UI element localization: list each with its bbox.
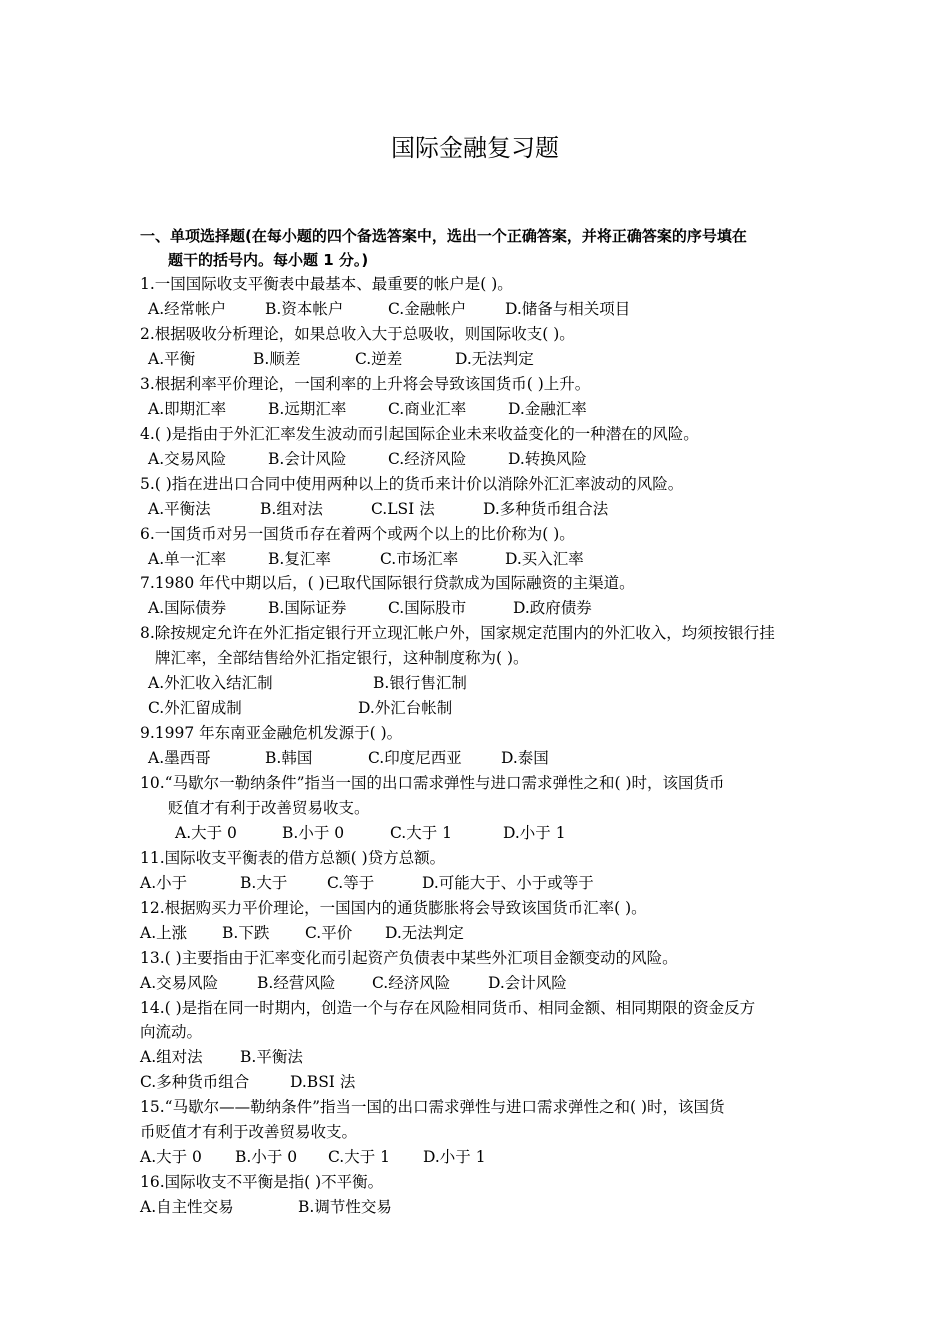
option-d: D.会计风险 — [488, 974, 567, 992]
option-a: A.单一汇率 — [148, 550, 227, 568]
option-c: C.逆差 — [355, 350, 403, 368]
question-11-options — [140, 872, 840, 894]
option-a: A.小于 — [140, 874, 188, 892]
question-2-text: 2.根据吸收分析理论，如果总收入大于总吸收，则国际收支( )。 — [140, 325, 575, 343]
option-a: A.大于 0 — [175, 824, 237, 842]
option-b: B.小于 0 — [282, 824, 345, 842]
option-c: C.商业汇率 — [388, 400, 467, 418]
question-16-options — [140, 1196, 840, 1218]
section-heading-line-1: 一、单项选择题(在每小题的四个备选答案中，选出一个正确答案，并将正确答案的序号填在 — [140, 227, 747, 245]
option-a: A.国际债券 — [148, 599, 227, 617]
option-a: A.墨西哥 — [148, 749, 211, 767]
option-c: C.外汇留成制 — [148, 699, 242, 717]
option-d: D.外汇台帐制 — [358, 699, 453, 717]
option-b: B.韩国 — [265, 749, 313, 767]
option-c: C.市场汇率 — [380, 550, 459, 568]
option-b: B.下跌 — [222, 924, 270, 942]
option-c: C.大于 1 — [328, 1148, 391, 1166]
option-a: A.平衡 — [148, 350, 196, 368]
option-b: B.远期汇率 — [268, 400, 347, 418]
option-a: A.大于 0 — [140, 1148, 202, 1166]
question-6-options — [148, 548, 848, 570]
question-14-text-line-2: 向流动。 — [140, 1023, 203, 1041]
question-7-options — [148, 597, 848, 619]
option-d: D.泰国 — [501, 749, 549, 767]
option-a: A.外汇收入结汇制 — [148, 674, 273, 692]
option-d: D.金融汇率 — [508, 400, 587, 418]
option-b: B.国际证券 — [268, 599, 347, 617]
option-c: C.等于 — [327, 874, 375, 892]
option-d: D.BSI 法 — [290, 1073, 356, 1091]
question-15-options — [140, 1146, 840, 1168]
option-d: D.买入汇率 — [505, 550, 584, 568]
question-9-text: 9.1997 年东南亚金融危机发源于( )。 — [140, 724, 403, 742]
question-8-options-row-2 — [148, 697, 848, 719]
question-6-text: 6.一国货币对另一国货币存在着两个或两个以上的比价称为( )。 — [140, 525, 575, 543]
question-1-options — [148, 298, 848, 320]
option-d: D.政府债券 — [513, 599, 592, 617]
question-13-options — [140, 972, 840, 994]
question-13-text: 13.( )主要指由于汇率变化而引起资产负债表中某些外汇项目金额变动的风险。 — [140, 949, 678, 967]
option-a: A.组对法 — [140, 1048, 203, 1066]
question-4-text: 4.( )是指由于外汇汇率发生波动而引起国际企业未来收益变化的一种潜在的风险。 — [140, 425, 699, 443]
question-14-text-line-1: 14.( )是指在同一时期内，创造一个与存在风险相同货币、相同金额、相同期限的资金反方 — [140, 999, 756, 1017]
question-12-text: 12.根据购买力平价理论，一国国内的通货膨胀将会导致该国货币汇率( )。 — [140, 899, 647, 917]
option-c: C.LSI 法 — [371, 500, 435, 518]
option-b: B.小于 0 — [235, 1148, 298, 1166]
option-a: A.自主性交易 — [140, 1198, 234, 1216]
question-3-text: 3.根据利率平价理论，一国利率的上升将会导致该国货币( )上升。 — [140, 375, 591, 393]
question-14-options-row-2 — [140, 1071, 840, 1093]
question-3-options — [148, 398, 848, 420]
option-d: D.储备与相关项目 — [505, 300, 631, 318]
option-a: A.即期汇率 — [148, 400, 227, 418]
option-d: D.小于 1 — [423, 1148, 486, 1166]
option-a: A.交易风险 — [148, 450, 227, 468]
question-15-text-line-2: 币贬值才有利于改善贸易收支。 — [140, 1123, 358, 1141]
option-c: C.经济风险 — [388, 450, 467, 468]
option-b: B.复汇率 — [268, 550, 331, 568]
question-12-options — [140, 922, 840, 944]
option-b: B.会计风险 — [268, 450, 347, 468]
question-10-options — [175, 822, 835, 844]
option-d: D.转换风险 — [508, 450, 587, 468]
option-b: B.平衡法 — [240, 1048, 303, 1066]
page-title: 国际金融复习题 — [391, 134, 559, 162]
option-b: B.调节性交易 — [298, 1198, 392, 1216]
question-11-text: 11.国际收支平衡表的借方总额( )贷方总额。 — [140, 849, 446, 867]
option-b: B.顺差 — [253, 350, 301, 368]
option-d: D.小于 1 — [503, 824, 566, 842]
question-8-text-line-1: 8.除按规定允许在外汇指定银行开立现汇帐户外，国家规定范围内的外汇收入，均须按银行挂 — [140, 624, 775, 642]
question-2-options — [148, 348, 848, 370]
question-8-options-row-1 — [148, 672, 848, 694]
option-c: C.平价 — [305, 924, 353, 942]
question-15-text-line-1: 15.“马歇尔——勒纳条件”指当一国的出口需求弹性与进口需求弹性之和( )时，该国货 — [140, 1098, 725, 1116]
option-c: C.大于 1 — [390, 824, 453, 842]
option-a: A.上涨 — [140, 924, 188, 942]
option-b: B.银行售汇制 — [373, 674, 467, 692]
option-a: A.平衡法 — [148, 500, 211, 518]
option-d: D.多种货币组合法 — [483, 500, 609, 518]
option-b: B.经营风险 — [257, 974, 336, 992]
question-7-text: 7.1980 年代中期以后，( )已取代国际银行贷款成为国际融资的主渠道。 — [140, 574, 635, 592]
question-4-options — [148, 448, 848, 470]
option-c: C.国际股市 — [388, 599, 467, 617]
option-d: D.无法判定 — [385, 924, 464, 942]
option-c: C.金融帐户 — [388, 300, 467, 318]
question-16-text: 16.国际收支不平衡是指( )不平衡。 — [140, 1173, 384, 1191]
option-c: C.多种货币组合 — [140, 1073, 250, 1091]
option-a: A.经常帐户 — [148, 300, 227, 318]
option-b: B.大于 — [240, 874, 288, 892]
question-14-options-row-1 — [140, 1046, 840, 1068]
question-5-text: 5.( )指在进出口合同中使用两种以上的货币来计价以消除外汇汇率波动的风险。 — [140, 475, 684, 493]
option-c: C.印度尼西亚 — [368, 749, 462, 767]
question-9-options — [148, 747, 848, 769]
question-10-text-line-2: 贬值才有利于改善贸易收支。 — [168, 799, 370, 817]
option-b: B.资本帐户 — [265, 300, 344, 318]
option-c: C.经济风险 — [372, 974, 451, 992]
option-b: B.组对法 — [260, 500, 323, 518]
option-a: A.交易风险 — [140, 974, 219, 992]
question-5-options — [148, 498, 848, 520]
option-d: D.无法判定 — [455, 350, 534, 368]
option-d: D.可能大于、小于或等于 — [422, 874, 594, 892]
question-10-text-line-1: 10.“马歇尔一勒纳条件”指当一国的出口需求弹性与进口需求弹性之和( )时，该国货币 — [140, 774, 725, 792]
question-8-text-line-2: 牌汇率，全部结售给外汇指定银行，这种制度称为( )。 — [155, 649, 529, 667]
section-heading-line-2: 题干的括号内。每小题 1 分。) — [168, 251, 369, 269]
question-1-text: 1.一国国际收支平衡表中最基本、最重要的帐户是( )。 — [140, 275, 513, 293]
